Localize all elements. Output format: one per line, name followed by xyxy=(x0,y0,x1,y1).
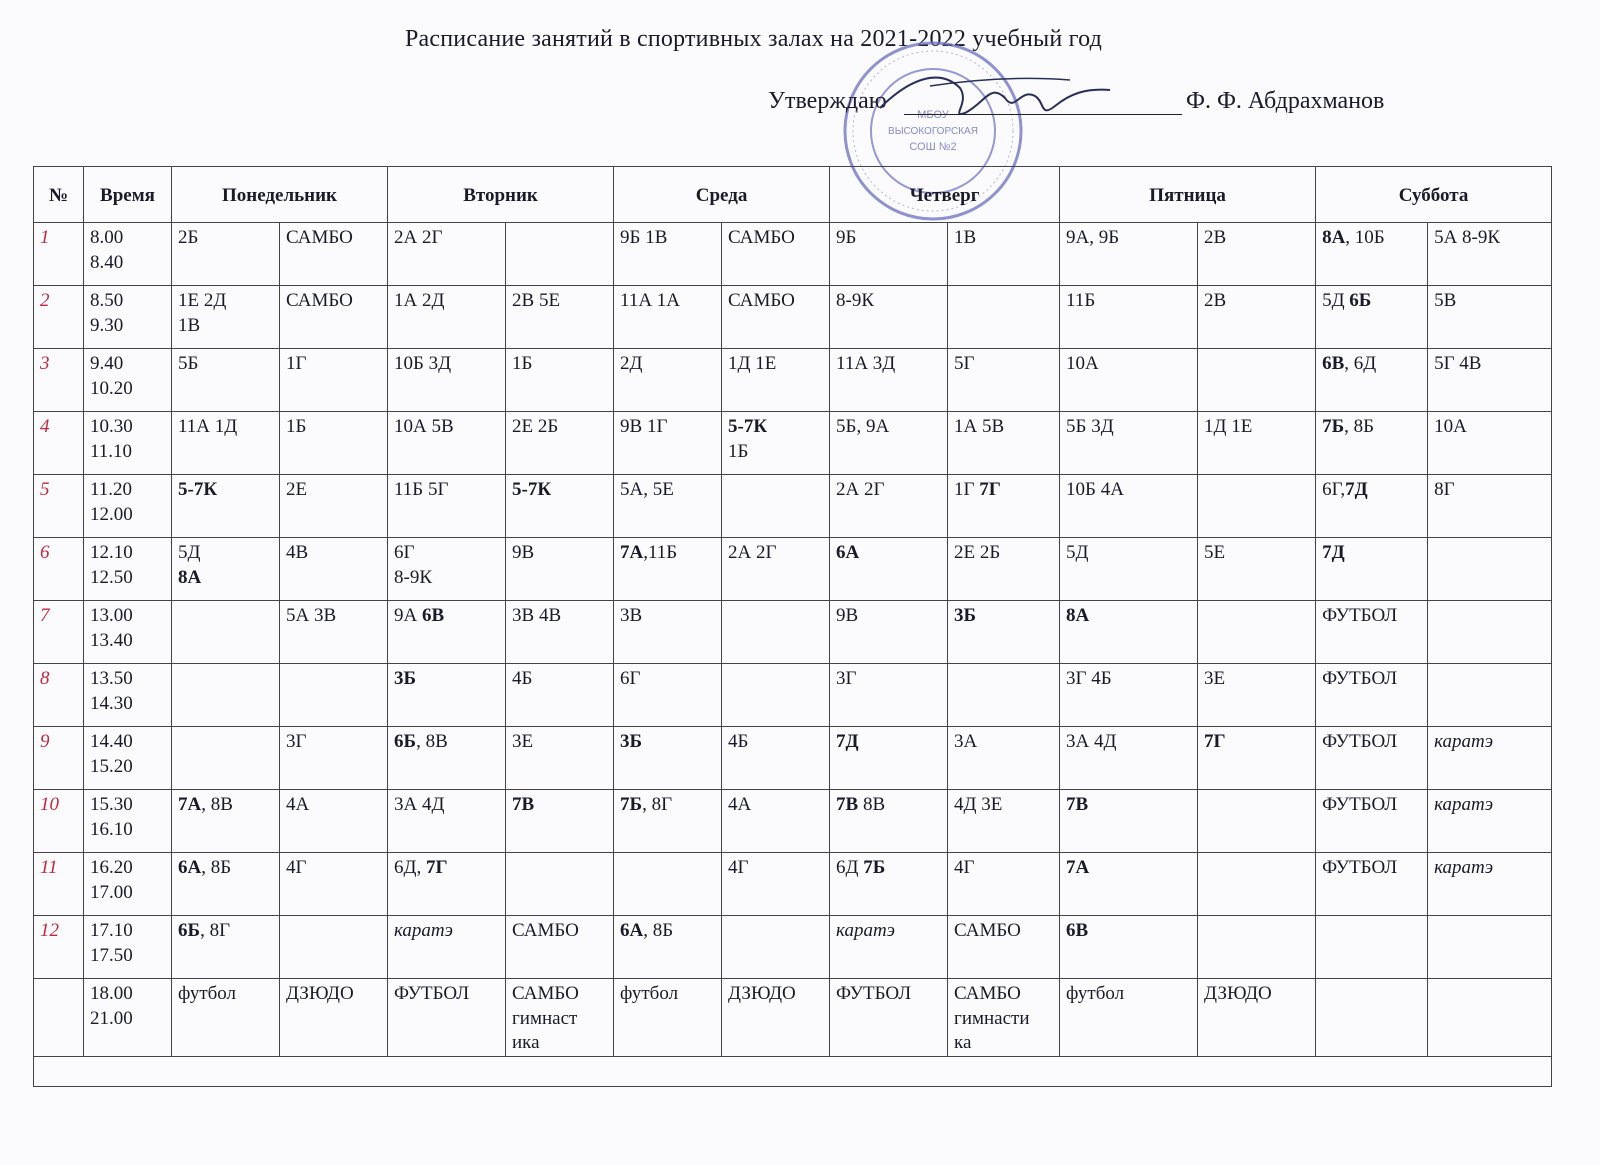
schedule-cell: 9А, 9Б xyxy=(1060,223,1198,286)
schedule-cell: 10А xyxy=(1428,412,1552,475)
schedule-cell: 4Г xyxy=(280,853,388,916)
schedule-cell: 6А xyxy=(830,538,948,601)
schedule-cell: 3А 4Д xyxy=(388,790,506,853)
schedule-cell: 2Е xyxy=(280,475,388,538)
schedule-cell: 6В, 6Д xyxy=(1316,349,1428,412)
schedule-cell: 9В xyxy=(830,601,948,664)
schedule-cell: 9А 6В xyxy=(388,601,506,664)
lesson-number: 3 xyxy=(34,349,84,412)
schedule-cell: 3Г xyxy=(830,664,948,727)
time-start: 15.30 xyxy=(90,794,133,815)
lesson-time xyxy=(84,979,172,1057)
time-start: 11.20 xyxy=(90,479,133,500)
schedule-cell: 4А xyxy=(280,790,388,853)
schedule-cell: 3Е xyxy=(506,727,614,790)
schedule-cell: 3А 4Д xyxy=(1060,727,1198,790)
schedule-cell: 6Г xyxy=(614,664,722,727)
schedule-cell: ФУТБОЛ xyxy=(1316,727,1428,790)
schedule-cell: каратэ xyxy=(388,916,506,979)
time-end: 21.00 xyxy=(90,1007,133,1029)
schedule-cell: 11Б xyxy=(1060,286,1198,349)
schedule-cell: 7Д xyxy=(1316,538,1428,601)
schedule-cell xyxy=(1198,853,1316,916)
day-header: Пятница xyxy=(1060,167,1316,223)
schedule-cell: 9Б xyxy=(830,223,948,286)
schedule-cell xyxy=(280,916,388,979)
table-row xyxy=(34,349,1552,412)
schedule-cell: футбол xyxy=(172,979,280,1057)
time-end: 12.50 xyxy=(90,566,133,588)
schedule-cell: 1А 5В xyxy=(948,412,1060,475)
lesson-number xyxy=(34,979,84,1057)
schedule-cell xyxy=(1198,916,1316,979)
col-time: Время xyxy=(84,167,172,223)
lesson-number: 12 xyxy=(34,916,84,979)
time-end: 10.20 xyxy=(90,377,133,399)
table-row xyxy=(34,601,1552,664)
table-row xyxy=(34,286,1552,349)
schedule-cell: 5В xyxy=(1428,286,1552,349)
schedule-cell: 8А xyxy=(1060,601,1198,664)
schedule-cell xyxy=(1198,790,1316,853)
schedule-cell xyxy=(722,664,830,727)
schedule-cell: 2А 2Г xyxy=(388,223,506,286)
schedule-cell xyxy=(722,475,830,538)
schedule-cell xyxy=(1428,601,1552,664)
schedule-cell: ФУТБОЛ xyxy=(1316,664,1428,727)
schedule-cell: ФУТБОЛ xyxy=(388,979,506,1057)
schedule-cell: 2В xyxy=(1198,286,1316,349)
lesson-time xyxy=(84,412,172,475)
time-start: 13.00 xyxy=(90,605,133,626)
schedule-cell xyxy=(1428,916,1552,979)
schedule-cell: 5Б, 9А xyxy=(830,412,948,475)
schedule-cell: САМБО xyxy=(948,916,1060,979)
lesson-number: 11 xyxy=(34,853,84,916)
table-row xyxy=(34,412,1552,475)
schedule-cell: 5Б 3Д xyxy=(1060,412,1198,475)
schedule-cell xyxy=(1428,979,1552,1057)
schedule-cell: 11А 3Д xyxy=(830,349,948,412)
schedule-cell: 3Б xyxy=(948,601,1060,664)
schedule-cell: 3А xyxy=(948,727,1060,790)
time-end: 14.30 xyxy=(90,692,133,714)
schedule-cell: 6Б, 8В xyxy=(388,727,506,790)
schedule-cell: 7Б, 8Б xyxy=(1316,412,1428,475)
time-end: 13.40 xyxy=(90,629,133,651)
lesson-number: 5 xyxy=(34,475,84,538)
schedule-cell: ДЗЮДО xyxy=(280,979,388,1057)
schedule-cell xyxy=(722,601,830,664)
schedule-cell xyxy=(614,853,722,916)
schedule-cell xyxy=(1428,538,1552,601)
table-row xyxy=(34,853,1552,916)
schedule-cell: 9В xyxy=(506,538,614,601)
schedule-cell: 5-7К 1Б xyxy=(722,412,830,475)
schedule-cell: 7А xyxy=(1060,853,1198,916)
schedule-cell: 1Д 1Е xyxy=(1198,412,1316,475)
schedule-cell: 1Е 2Д 1В xyxy=(172,286,280,349)
lesson-time xyxy=(84,853,172,916)
time-end: 12.00 xyxy=(90,503,133,525)
lesson-time xyxy=(84,790,172,853)
schedule-cell: 11Б 5Г xyxy=(388,475,506,538)
schedule-cell: футбол xyxy=(614,979,722,1057)
day-header: Понедельник xyxy=(172,167,388,223)
schedule-cell: 5А 8-9К xyxy=(1428,223,1552,286)
schedule-cell: 8А, 10Б xyxy=(1316,223,1428,286)
schedule-cell: футбол xyxy=(1060,979,1198,1057)
handwritten-signature xyxy=(870,58,1130,138)
schedule-cell: 1Г xyxy=(280,349,388,412)
schedule-cell: 3В 4В xyxy=(506,601,614,664)
lesson-time xyxy=(84,349,172,412)
time-start: 9.40 xyxy=(90,353,124,374)
approver-name: Ф. Ф. Абдрахманов xyxy=(1186,88,1385,114)
table-row xyxy=(34,727,1552,790)
table-row xyxy=(34,664,1552,727)
schedule-cell: 5-7К xyxy=(506,475,614,538)
schedule-cell: 9В 1Г xyxy=(614,412,722,475)
schedule-cell xyxy=(172,664,280,727)
schedule-cell: каратэ xyxy=(1428,853,1552,916)
time-start: 10.30 xyxy=(90,416,133,437)
schedule-cell: 10А 5В xyxy=(388,412,506,475)
schedule-cell: 3Г xyxy=(280,727,388,790)
schedule-cell xyxy=(280,664,388,727)
schedule-cell: 3Е xyxy=(1198,664,1316,727)
time-end: 11.10 xyxy=(90,440,133,462)
schedule-cell: 5А, 5Е xyxy=(614,475,722,538)
schedule-cell: 4Б xyxy=(722,727,830,790)
time-end: 15.20 xyxy=(90,755,133,777)
time-start: 12.10 xyxy=(90,542,133,563)
schedule-cell: 1В xyxy=(948,223,1060,286)
schedule-cell: 5-7К xyxy=(172,475,280,538)
time-end: 8.40 xyxy=(90,251,124,273)
schedule-cell: 11А 1Д xyxy=(172,412,280,475)
schedule-cell: ФУТБОЛ xyxy=(1316,601,1428,664)
time-start: 13.50 xyxy=(90,668,133,689)
schedule-cell: САМБО xyxy=(722,223,830,286)
schedule-cell: 1Г 7Г xyxy=(948,475,1060,538)
schedule-cell: 7В xyxy=(1060,790,1198,853)
schedule-cell xyxy=(172,727,280,790)
time-start: 18.00 xyxy=(90,983,133,1004)
lesson-number: 6 xyxy=(34,538,84,601)
time-start: 14.40 xyxy=(90,731,133,752)
schedule-cell: 4Б xyxy=(506,664,614,727)
schedule-cell: ДЗЮДО xyxy=(1198,979,1316,1057)
schedule-cell: 5А 3В xyxy=(280,601,388,664)
schedule-cell: 2Е 2Б xyxy=(506,412,614,475)
schedule-cell: САМБО xyxy=(506,916,614,979)
schedule-cell xyxy=(722,916,830,979)
lesson-time xyxy=(84,727,172,790)
schedule-cell: каратэ xyxy=(1428,790,1552,853)
schedule-cell: 7А, 8В xyxy=(172,790,280,853)
schedule-cell: 7Б, 8Г xyxy=(614,790,722,853)
lesson-time xyxy=(84,286,172,349)
schedule-cell: 2Е 2Б xyxy=(948,538,1060,601)
schedule-cell: каратэ xyxy=(830,916,948,979)
svg-text:СОШ №2: СОШ №2 xyxy=(909,141,957,153)
schedule-cell: 8-9К xyxy=(830,286,948,349)
schedule-cell xyxy=(1198,601,1316,664)
schedule-cell: 9Б 1В xyxy=(614,223,722,286)
svg-text:ВЫСОКОГОРСКАЯ: ВЫСОКОГОРСКАЯ xyxy=(888,126,978,137)
lesson-number: 8 xyxy=(34,664,84,727)
schedule-cell: 6Г 8-9К xyxy=(388,538,506,601)
schedule-cell xyxy=(948,286,1060,349)
schedule-cell: САМБО xyxy=(280,223,388,286)
schedule-cell: САМБО xyxy=(722,286,830,349)
schedule-cell xyxy=(506,853,614,916)
schedule-cell: ДЗЮДО xyxy=(722,979,830,1057)
schedule-cell: 7Д xyxy=(830,727,948,790)
schedule-cell: 1Б xyxy=(506,349,614,412)
schedule-cell: САМБО гимнаст ика xyxy=(506,979,614,1057)
time-start: 16.20 xyxy=(90,857,133,878)
schedule-cell: САМБО гимнасти ка xyxy=(948,979,1060,1057)
table-row xyxy=(34,475,1552,538)
schedule-cell xyxy=(1316,979,1428,1057)
schedule-cell: 7В 8В xyxy=(830,790,948,853)
schedule-cell: 7В xyxy=(506,790,614,853)
empty-cell xyxy=(34,1057,1552,1087)
time-start: 8.00 xyxy=(90,227,124,248)
lesson-time xyxy=(84,664,172,727)
schedule-cell xyxy=(1316,916,1428,979)
schedule-cell: 5Б xyxy=(172,349,280,412)
schedule-cell: 6А, 8Б xyxy=(614,916,722,979)
schedule-cell: САМБО xyxy=(280,286,388,349)
schedule-cell: 2В 5Е xyxy=(506,286,614,349)
day-header: Среда xyxy=(614,167,830,223)
table-row xyxy=(34,223,1552,286)
table-row xyxy=(34,538,1552,601)
time-end: 17.50 xyxy=(90,944,133,966)
schedule-table xyxy=(33,166,1552,1087)
schedule-cell: 3В xyxy=(614,601,722,664)
lesson-number: 7 xyxy=(34,601,84,664)
schedule-cell: 3Б xyxy=(388,664,506,727)
schedule-cell: 2Д xyxy=(614,349,722,412)
page-title: Расписание занятий в спортивных залах на 2021-2022 учебный год xyxy=(405,26,1102,52)
schedule-cell: 5Е xyxy=(1198,538,1316,601)
schedule-cell xyxy=(1198,349,1316,412)
schedule-cell: 5Д 6Б xyxy=(1316,286,1428,349)
schedule-cell: 1Б xyxy=(280,412,388,475)
approve-label: Утверждаю xyxy=(768,88,887,114)
schedule-cell xyxy=(172,601,280,664)
schedule-cell: 6Г,7Д xyxy=(1316,475,1428,538)
schedule-cell: 7А,11Б xyxy=(614,538,722,601)
schedule-cell: ФУТБОЛ xyxy=(830,979,948,1057)
lesson-time xyxy=(84,475,172,538)
schedule-cell: 3Г 4Б xyxy=(1060,664,1198,727)
time-end: 9.30 xyxy=(90,314,124,336)
schedule-cell: 7Г xyxy=(1198,727,1316,790)
schedule-cell: 11А 1А xyxy=(614,286,722,349)
day-header: Вторник xyxy=(388,167,614,223)
schedule-cell: 1Д 1Е xyxy=(722,349,830,412)
schedule-cell: 5Д 8А xyxy=(172,538,280,601)
schedule-cell: 4А xyxy=(722,790,830,853)
lesson-time xyxy=(84,601,172,664)
table-row xyxy=(34,916,1552,979)
schedule-cell: ФУТБОЛ xyxy=(1316,853,1428,916)
schedule-cell: 4Г xyxy=(722,853,830,916)
schedule-cell xyxy=(1198,475,1316,538)
svg-text:МБОУ: МБОУ xyxy=(917,109,949,121)
schedule-cell: 8Г xyxy=(1428,475,1552,538)
schedule-cell: 2А 2Г xyxy=(722,538,830,601)
schedule-cell: 2В xyxy=(1198,223,1316,286)
col-number: № xyxy=(34,167,84,223)
lesson-number: 1 xyxy=(34,223,84,286)
schedule-cell: 5Д xyxy=(1060,538,1198,601)
time-start: 17.10 xyxy=(90,920,133,941)
lesson-number: 10 xyxy=(34,790,84,853)
schedule-cell: 4В xyxy=(280,538,388,601)
header-row xyxy=(34,167,1552,223)
schedule-cell xyxy=(506,223,614,286)
schedule-cell: 6А, 8Б xyxy=(172,853,280,916)
lesson-number: 4 xyxy=(34,412,84,475)
schedule-cell: 2А 2Г xyxy=(830,475,948,538)
schedule-cell: ФУТБОЛ xyxy=(1316,790,1428,853)
schedule-cell: 5Г xyxy=(948,349,1060,412)
schedule-cell: 10А xyxy=(1060,349,1198,412)
schedule-cell: 10Б 3Д xyxy=(388,349,506,412)
schedule-cell: 2Б xyxy=(172,223,280,286)
schedule-cell: 6В xyxy=(1060,916,1198,979)
time-end: 16.10 xyxy=(90,818,133,840)
schedule-cell: 6Д, 7Г xyxy=(388,853,506,916)
lesson-number: 9 xyxy=(34,727,84,790)
lesson-time xyxy=(84,223,172,286)
time-end: 17.00 xyxy=(90,881,133,903)
lesson-time xyxy=(84,916,172,979)
lesson-time xyxy=(84,538,172,601)
schedule-cell: 6Б, 8Г xyxy=(172,916,280,979)
schedule-cell: 4Г xyxy=(948,853,1060,916)
schedule-cell: 4Д 3Е xyxy=(948,790,1060,853)
schedule-cell xyxy=(1428,664,1552,727)
table-row xyxy=(34,790,1552,853)
schedule-cell: 5Г 4В xyxy=(1428,349,1552,412)
schedule-cell: 6Д 7Б xyxy=(830,853,948,916)
table-row xyxy=(34,979,1552,1057)
schedule-cell: 1А 2Д xyxy=(388,286,506,349)
schedule-cell: 3Б xyxy=(614,727,722,790)
lesson-number: 2 xyxy=(34,286,84,349)
schedule-cell xyxy=(948,664,1060,727)
schedule-cell: каратэ xyxy=(1428,727,1552,790)
day-header: Суббота xyxy=(1316,167,1552,223)
time-start: 8.50 xyxy=(90,290,124,311)
schedule-cell: 10Б 4А xyxy=(1060,475,1198,538)
day-header: Четверг xyxy=(830,167,1060,223)
table-row xyxy=(34,1057,1552,1087)
